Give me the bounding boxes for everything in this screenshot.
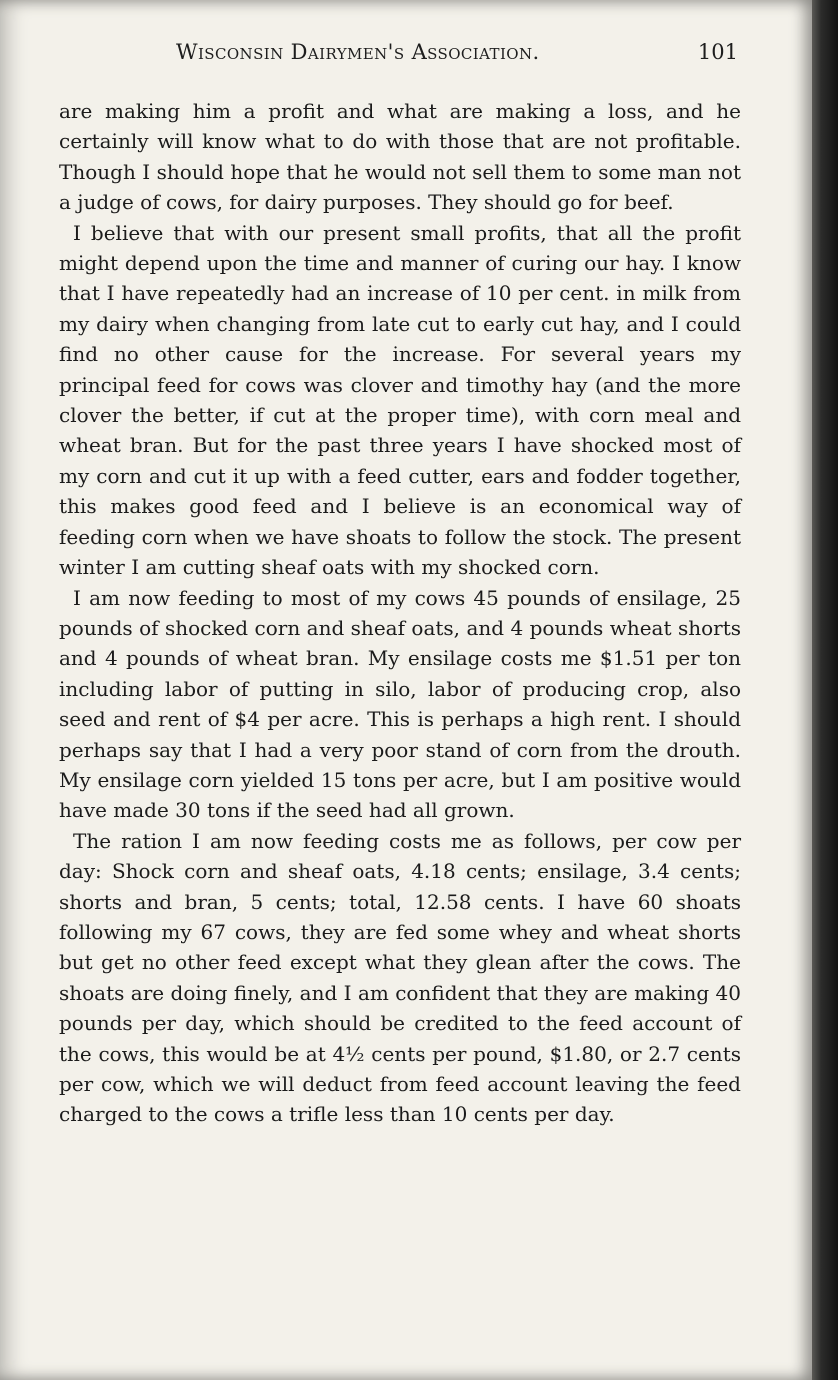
paragraph-hay-curing: I believe that with our present small profits, that all the profit might depend upon the time and manner of curing our hay. I know that I have repeatedly had an increase of 10 per cent. in milk from my dairy when changing from late cut to early cut hay, and I could find no other cause for the increase. For several years my principal feed for cows was clover and timothy hay (and the more clover the better, if cut at the proper time), with corn meal and wheat bran. But for the past three years I have shocked most of my corn and cut it up with a feed cutter, ears and fodder together, this makes good feed and I believe is an economical way of feeding corn when we have shoats to follow the stock. The present winter I am cutting sheaf oats with my shocked corn.: [59, 220, 741, 580]
paragraph-ration-cost: The ration I am now feeding costs me as follows, per cow per day: Shock corn and sheaf oats, 4.18 cents; ensilage, 3.4 cents; shorts and bran, 5 cents; total, 12.58 cents. I have 60 shoats following my 67 cows, they are fed some whey and wheat shorts but get no other feed except what they glean after the cows. The shoats are doing finely, and I am confident that they are making 40 pounds per day, which should be credited to the feed account of the cows, this would be at 4½ cents per pound, $1.80, or 2.7 cents per cow, which we will deduct from feed account leaving the feed charged to the cows a trifle less than 10 cents per day.: [59, 828, 741, 1127]
body-text: [59, 96, 741, 1130]
page-number: 101: [697, 40, 738, 64]
page-edge-shadow: [812, 0, 838, 1380]
paragraph-ensilage-feeding: I am now feeding to most of my cows 45 pounds of ensilage, 25 pounds of shocked corn and sheaf oats, and 4 pounds wheat shorts and 4 pounds of wheat bran. My ensilage costs me $1.51 per ton including labor of putting in silo, labor of producing crop, also seed and rent of $4 per acre. This is perhaps a high rent. I should perhaps say that I had a very poor stand of corn from the drouth. My ensilage corn yielded 15 tons per acre, but I am positive would have made 30 tons if the seed had all grown.: [59, 585, 741, 823]
page-header: [60, 36, 740, 70]
running-head: Wisconsin Dairymen's Association.: [176, 40, 540, 64]
paragraph-continued: are making him a profit and what are making a loss, and he certainly will know what to do with those that are not profitable. Though I should hope that he would not sell them to some man not a judge of cows, for dairy purposes. They should go for beef.: [59, 99, 741, 215]
